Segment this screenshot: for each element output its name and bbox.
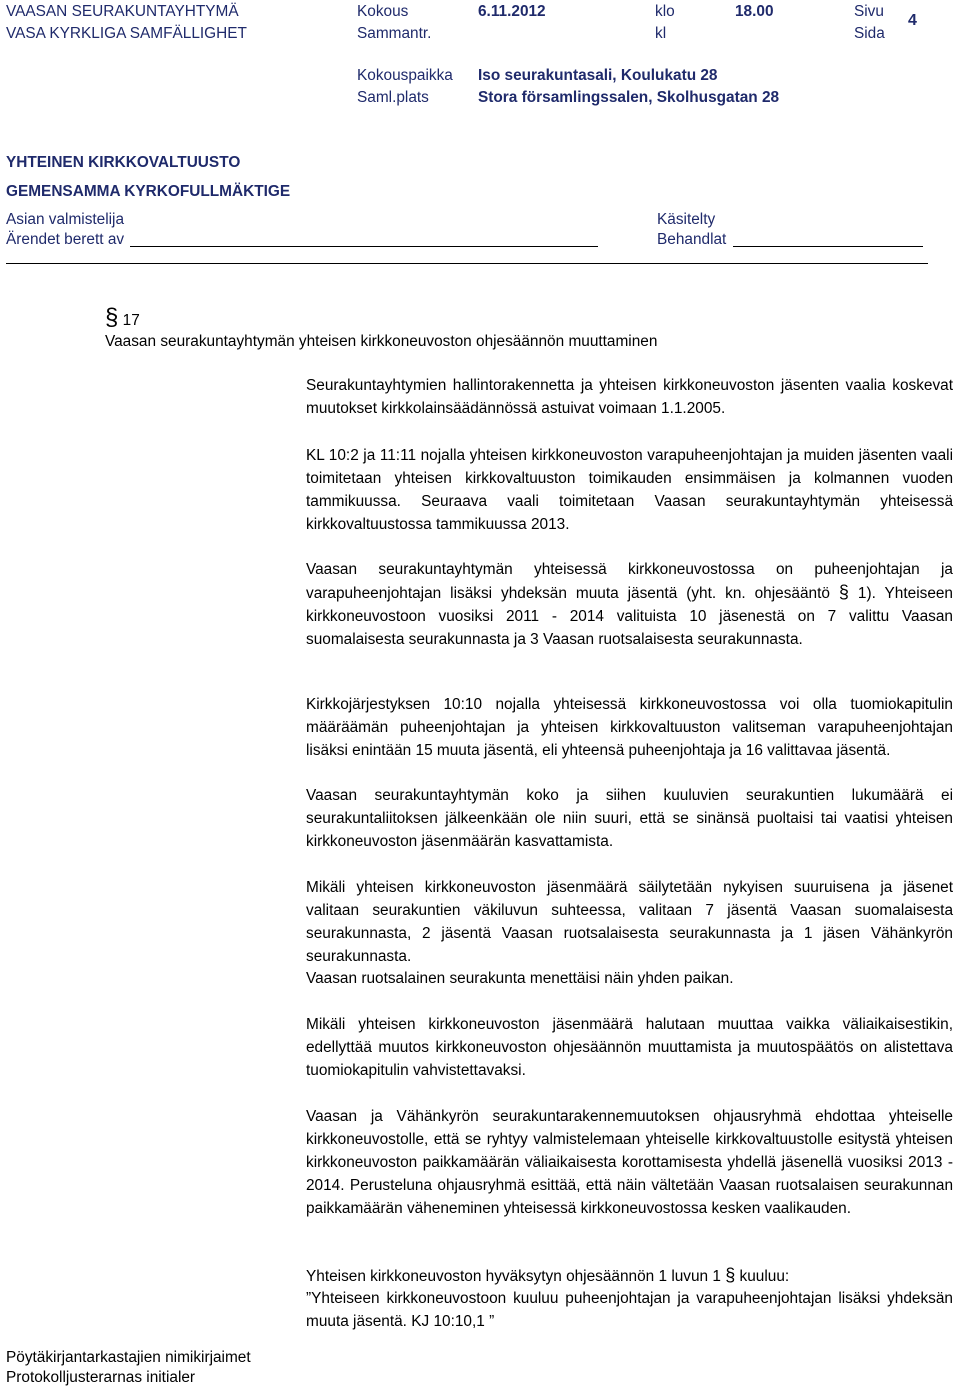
meeting-label-fi: Kokous — [357, 3, 409, 20]
page-label-fi: Sivu — [854, 3, 884, 20]
council-name-fi: YHTEINEN KIRKKOVALTUUSTO — [6, 154, 241, 171]
preparer-label-fi: Asian valmistelija — [6, 211, 125, 228]
page-number: 4 — [908, 12, 917, 29]
meeting-label-sv: Sammantr. — [357, 25, 432, 42]
council-name-sv: GEMENSAMMA KYRKOFULLMÄKTIGE — [6, 183, 291, 200]
page-label-sv: Sida — [854, 25, 885, 42]
time-label-fi: klo — [655, 3, 675, 20]
paragraph-3 — [306, 558, 953, 651]
paragraph-3-text: Vaasan seurakuntayhtymän yhteisessä kirkkoneuvostossa on puheenjohtajan ja varapuheenjohtajan lisäksi yhdeksän muuta jäsentä (yht. kn. ohjesääntö — [306, 561, 953, 602]
venue-label-sv: Saml.plats — [357, 89, 429, 106]
venue-label-fi: Kokouspaikka — [357, 67, 453, 84]
paragraph-5: Vaasan seurakuntayhtymän koko ja siihen kuuluvien seurakuntien lukumäärä ei seurakuntaliitoksen jälkeenkään ole niin suuri, että se sinänsä puoltaisi tai vaatisi yhteisen kirkkoneuvoston jäsenmäärän kasvattamista. — [306, 787, 953, 850]
preparer-label-sv: Ärendet berett av — [6, 231, 125, 248]
section-symbol: § — [725, 1265, 736, 1285]
time-label-sv: kl — [655, 25, 667, 42]
handled-label-fi: Käsitelty — [657, 211, 716, 228]
item-number — [105, 306, 140, 330]
paragraph-6: Mikäli yhteisen kirkkoneuvoston jäsenmäärä säilytetään nykyisen suuruisena ja jäsenet valitaan seurakuntien väkiluvun suhteessa, valitaan 7 jäsentä Vaasan suomalaisesta seurakunnasta, 2 jäsentä Vaasan ruotsalaisesta seurakunnasta ja 1 jäsen Vähänkyrön seurakunnasta. — [306, 879, 953, 965]
paragraph-2: KL 10:2 ja 11:11 nojalla yhteisen kirkkoneuvoston varapuheenjohtajan ja muiden jäsenten vaali toimitetaan yhteisen kirkkovaltuuston toimikauden ensimmäisen ja kolmannen vuoden tammikuussa. Seuraava vaali toimitetaan Vaasan seurakuntayhtymän yhteisessä kirkkovaltuustossa tammikuussa 2013. — [306, 447, 953, 533]
paragraph-10-text: Yhteisen kirkkoneuvoston hyväksytyn ohjesäännön 1 luvun 1 — [306, 1268, 721, 1285]
paragraph-10 — [306, 1264, 953, 1288]
venue-fi: Iso seurakuntasali, Koulukatu 28 — [478, 67, 718, 84]
preparer-line — [130, 246, 598, 247]
section-symbol: § — [105, 304, 119, 331]
paragraph-3-continuation: 1). Yhteiseen kirkkoneuvostoon vuosiksi 2011 - 2014 valituista 10 jäsenestä on 7 valittu Vaasan suomalaisesta seurakunnasta ja 3 Vaasan ruotsalaisesta seurakunnasta. — [306, 585, 953, 648]
paragraph-10-continuation: kuuluu: — [739, 1268, 790, 1285]
meeting-date: 6.11.2012 — [478, 3, 546, 20]
meeting-time: 18.00 — [735, 3, 774, 20]
handled-line — [733, 246, 923, 247]
org-name-sv: VASA KYRKLIGA SAMFÄLLIGHET — [6, 25, 247, 42]
item-number-value: 17 — [122, 312, 140, 329]
header-divider — [6, 263, 928, 264]
quote-paragraph: ”Yhteiseen kirkkoneuvostoon kuuluu puheenjohtajan ja varapuheenjohtajan lisäksi yhdeksän muuta jäsentä. KJ 10:10,1 ” — [306, 1290, 953, 1330]
paragraph-7: Vaasan ruotsalainen seurakunta menettäisi näin yhden paikan. — [306, 970, 734, 987]
paragraph-4: Kirkkojärjestyksen 10:10 nojalla yhteisessä kirkkoneuvostossa voi olla tuomiokapitulin määräämän puheenjohtajan ja yhteisen kirkkovaltuuston valitseman varapuheenjohtajan lisäksi enintään 15 muuta jäsentä, eli yhteensä puheenjohtaja ja 16 valittavaa jäsentä. — [306, 696, 953, 759]
org-name-fi: VAASAN SEURAKUNTAYHTYMÄ — [6, 3, 239, 20]
footer-initials-fi: Pöytäkirjantarkastajien nimikirjaimet — [6, 1349, 251, 1366]
paragraph-1: Seurakuntayhtymien hallintorakennetta ja yhteisen kirkkoneuvoston jäsenten vaalia koskevat muutokset kirkkolainsäädännössä astuivat voimaan 1.1.2005. — [306, 377, 953, 417]
item-title: Vaasan seurakuntayhtymän yhteisen kirkkoneuvoston ohjesäännön muuttaminen — [105, 333, 658, 350]
paragraph-8: Mikäli yhteisen kirkkoneuvoston jäsenmäärä halutaan muuttaa vaikka väliaikaisestikin, edellyttää muutos kirkkoneuvoston ohjesäännön muuttamista ja muutospäätös on alistettava tuomiokapitulin vahvistettavaksi. — [306, 1016, 953, 1079]
section-symbol: § — [838, 582, 849, 602]
footer-initials-sv: Protokolljusterarnas initialer — [6, 1369, 196, 1386]
venue-sv: Stora församlingssalen, Skolhusgatan 28 — [478, 89, 780, 106]
paragraph-9: Vaasan ja Vähänkyrön seurakuntarakennemuutoksen ohjausryhmä ehdottaa yhteiselle kirkkoneuvostolle, että se ryhtyy valmistelemaan yhteiselle kirkkovaltuustolle esitystä yhteisen kirkkoneuvoston paikkamäärän väliaikaisesta korottamisesta yhdellä jäsenellä vuosiksi 2013 - 2014. Perusteluna ohjausryhmä esittää, että näin vältetään Vaasan ruotsalaisen seurakunnan paikkamäärän väheneminen yhteisessä kirkkoneuvostossa kesken vaalikauden. — [306, 1108, 953, 1217]
handled-label-sv: Behandlat — [657, 231, 727, 248]
